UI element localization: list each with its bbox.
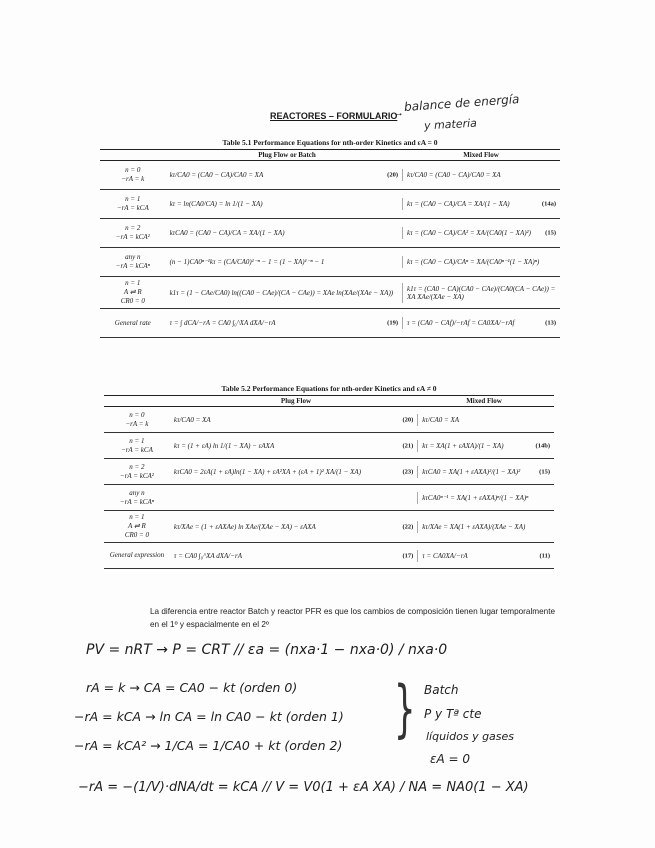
table-5-1 [100,138,560,338]
handwritten-arrow: → [393,107,404,119]
equation-text: kτCA0ⁿ⁻¹ = XA(1 + εAXA)ⁿ/(1 − XA)ⁿ [422,493,529,502]
col-plug-flow: Plug Flow [280,397,312,405]
handwritten-order-1: −rA = kCA → ln CA = ln CA0 − kt (orden 1) [74,709,344,724]
equation-text: kτ = (CA0 − CA)/CAⁿ = XA/(CA0ⁿ⁻¹(1 − XA)ⁿ) [407,258,540,266]
table-row [100,277,560,309]
table-row [100,309,560,338]
handwritten-note-line1: balance de energía [403,91,520,115]
table-row [104,433,554,459]
mixed-flow-equation-cell [417,414,554,426]
mixed-flow-equation-cell [417,521,554,533]
handwritten-order-2: −rA = kCA² → 1/CA = 1/CA0 + kt (orden 2) [74,738,343,753]
plug-flow-equation-cell [170,496,417,500]
plug-flow-equation-cell [170,521,417,533]
table-title: Table 5.1 Performance Equations for nth-order Kinetics and εA = 0 [222,138,438,147]
equation-text: kτ/CA0 = (CA0 − CA)/CA0 = XA [169,171,264,179]
col-mixed-flow: Mixed Flow [463,151,499,159]
rate-law-cell: n = 2 −rA = kCA² [119,462,154,480]
mixed-flow-equation-cell [417,466,554,478]
handwritten-side-epsilon: εA = 0 [430,752,471,766]
table-title: Table 5.2 Performance Equations for nth-order Kinetics and εA ≠ 0 [221,384,437,393]
mixed-flow-equation-cell [402,256,560,268]
table-row [100,219,560,248]
table-row [104,543,554,569]
mixed-flow-equation-cell [417,550,554,562]
rate-law-cell: n = 1 −rA = kCA [116,195,149,212]
equation-number: (17) [402,552,414,559]
table-row [100,161,560,190]
equation-number: (23) [402,468,414,475]
mixed-flow-equation-cell [402,169,560,181]
table-row [104,485,554,511]
mixed-flow-equation-cell [402,317,560,329]
equation-text: kτCA0 = (CA0 − CA)/CA = XA/(1 − XA) [169,229,285,237]
equation-text: τ = CA0 ∫₀^XA dXA/−rA [173,551,242,560]
equation-number: (21) [402,442,414,449]
plug-flow-equation-cell [166,169,402,181]
rate-law-cell: n = 1 A ⇌ R CR0 = 0 [120,279,145,305]
equation-number: (19) [387,319,399,327]
plug-flow-equation-cell [166,198,402,210]
handwritten-order-0: rA = k → CA = CA0 − kt (orden 0) [86,680,298,695]
plug-flow-equation-cell [166,317,402,329]
equation-number: (11) [539,552,550,559]
table-row [100,248,560,277]
handwritten-side-batch: Batch [424,683,459,697]
mixed-flow-equation-cell [402,198,560,210]
plug-flow-equation-cell [170,466,417,478]
table-row [104,511,554,543]
plug-flow-equation-cell [170,440,417,452]
plug-flow-equation-cell [170,550,417,562]
equation-text: kτ = ln(CA0/CA) = ln 1/(1 − XA) [169,200,263,208]
table-header [104,395,554,407]
equation-text: (n − 1)CA0ⁿ⁻¹kτ = (CA/CA0)¹⁻ⁿ − 1 = (1 − XA)¹⁻ⁿ − 1 [169,258,325,266]
rate-law-cell: n = 0 −rA = k [121,166,145,183]
equation-number: (20) [387,171,399,179]
equation-text: kτ/CA0 = XA [173,415,211,424]
equation-text: k1τ = (1 − CAe/CA0) ln((CA0 − CAe)/(CA − CAe)) = XAe ln(XAe/(XAe − XA)) [169,288,394,297]
equation-text: kτ/CA0 = (CA0 − CA)/CA0 = XA [407,171,501,179]
equation-number: (15) [539,468,550,475]
equation-text: k1τ = (CA0 − CA)(CA0 − CAe)/(CA0(CA − CAe)) = XA XAe/(XAe − XA) [407,284,556,301]
mixed-flow-equation-cell [402,227,560,239]
table-row [100,190,560,219]
rate-law-cell: n = 1 A ⇌ R CR0 = 0 [124,513,149,539]
handwritten-note-line2: y materia [423,116,478,133]
equation-number: (20) [402,416,414,423]
handwritten-ideal-gas: PV = nRT → P = CRT // εa = (nxa·1 − nxa·0) / nxa·0 [86,642,448,658]
equation-text: kτCA0 = 2εA(1 + εA)ln(1 − XA) + εA²XA + (εA + 1)² XA/(1 − XA) [173,467,362,476]
explanatory-paragraph: La diferencia entre reactor Batch y reactor PFR es que los cambios de composición tienen lugar temporalmente en el 1º y espacialmente en el 2º [150,607,556,629]
rate-law-cell: any n −rA = kCAⁿ [119,488,154,506]
table-header [100,149,560,161]
table-5-2 [104,384,554,569]
rate-law-cell: General rate [114,318,151,327]
rate-law-cell: any n −rA = kCAⁿ [115,253,150,270]
equation-number: (15) [545,229,556,237]
equation-text: kτCA0 = XA(1 + εAXA)²/(1 − XA)² [422,467,521,476]
rate-law-cell: n = 0 −rA = k [125,410,149,428]
equation-number: (14a) [541,200,556,208]
mixed-flow-equation-cell [417,440,554,452]
equation-text: τ = ∫ dCA/−rA = CA0 ∫₀^XA dXA/−rA [169,319,276,327]
mixed-flow-equation-cell [402,283,560,303]
plug-flow-equation-cell [170,414,417,426]
plug-flow-equation-cell [166,256,402,268]
rate-law-cell: n = 1 −rA = kCA [120,436,153,454]
equation-text: kτ = (CA0 − CA)/CA² = XA/(CA0(1 − XA)²) [407,229,531,237]
mixed-flow-equation-cell [417,492,554,504]
col-plug-flow: Plug Flow or Batch [258,151,316,159]
rate-law-cell: General expression [109,551,165,559]
equation-text: kτ = (CA0 − CA)/CA = XA/(1 − XA) [407,200,510,208]
plug-flow-equation-cell [166,287,402,299]
rate-law-cell: n = 2 −rA = kCA² [115,224,150,241]
equation-text: kτ/XAe = (1 + εAXAe) ln XAe/(XAe − XA) − εAXA [173,522,316,531]
equation-number: (22) [402,523,414,530]
plug-flow-equation-cell [166,227,402,239]
equation-number: (13) [545,319,556,327]
equation-text: τ = CA0XA/−rA [422,551,468,560]
page-title: REACTORES – FORMULARIO [270,111,398,121]
handwritten-brace: } [393,672,416,745]
equation-text: kτ/XAe = XA(1 + εAXA)/(XAe − XA) [422,522,526,531]
handwritten-side-pt: P y Tª cte [424,707,482,721]
handwritten-rate-volume: −rA = −(1/V)·dNA/dt = kCA // V = V0(1 + εA XA) / NA = NA0(1 − XA) [78,780,529,795]
equation-text: kτ = XA(1 + εAXA)/(1 − XA) [422,441,504,450]
handwritten-side-liquids: líquidos y gases [426,730,515,743]
equation-text: kτ/CA0 = XA [422,415,460,424]
table-row [104,407,554,433]
table-row [104,459,554,485]
equation-text: τ = (CA0 − CAf)/−rAf = CA0XA/−rAf [407,319,515,327]
col-mixed-flow: Mixed Flow [466,397,502,405]
equation-text: kτ = (1 + εA) ln 1/(1 − XA) − εAXA [173,441,275,450]
equation-number: (14b) [535,442,550,449]
